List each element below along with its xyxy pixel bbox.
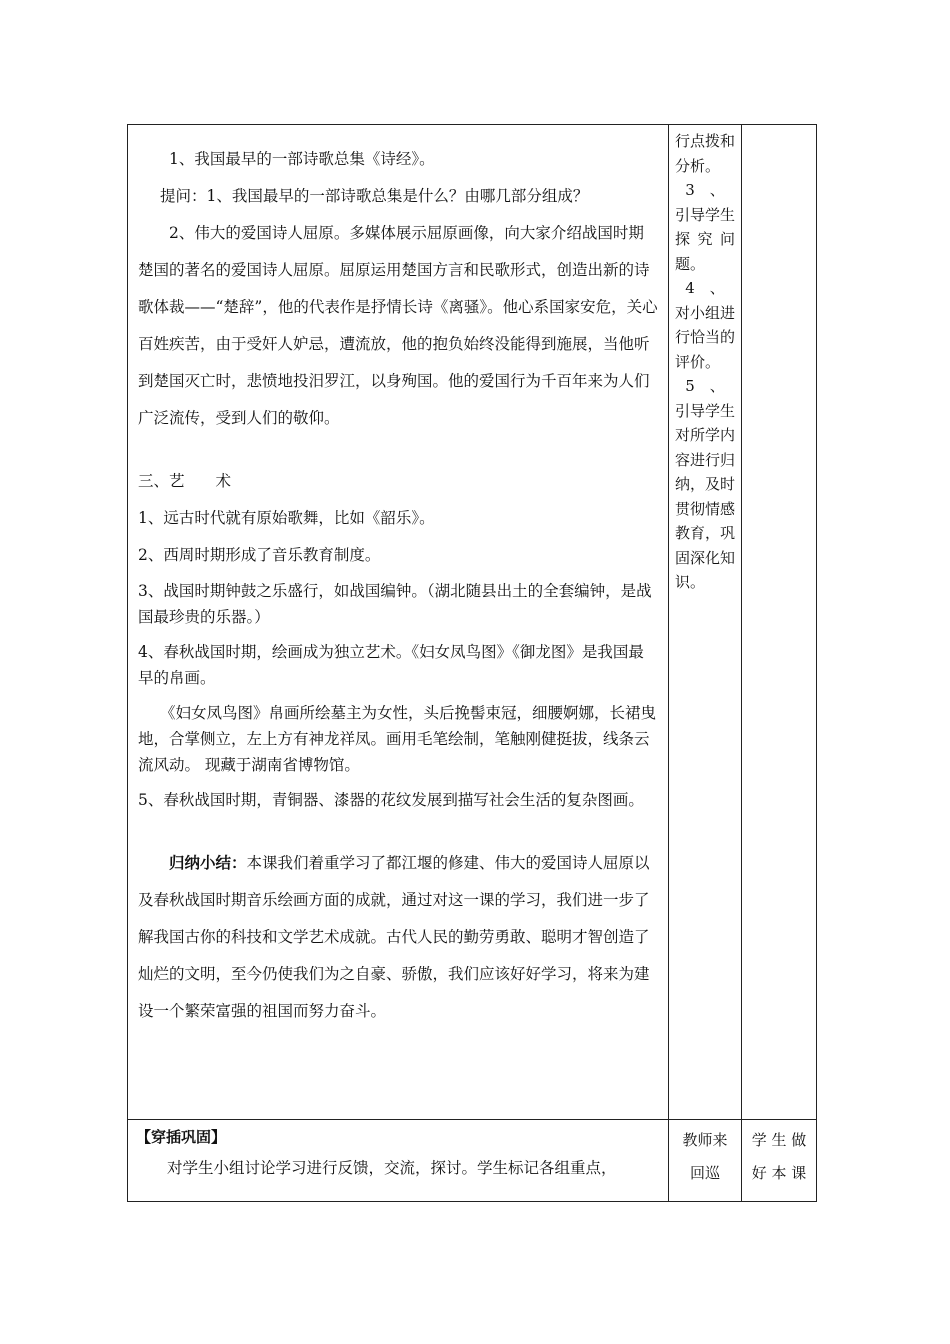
lesson-plan-table [127, 124, 817, 1202]
teacher-step-4-text: 对小组进行恰当的评价。 [675, 303, 736, 371]
art-item-1: 1、远古时代就有原始歌舞，比如《韶乐》。 [138, 509, 435, 527]
teacher-step-5-text: 引导学生对所学内容进行归纳，及时贯彻情感教育，巩固深化知识。 [675, 401, 736, 591]
teacher-step-5-number: 5 、 [685, 377, 725, 395]
consolidation-heading: 【穿插巩固】 [136, 1128, 227, 1146]
art-item-4: 4、春秋战国时期，绘画成为独立艺术。《妇女凤鸟图》《御龙图》是我国最早的帛画。 [138, 643, 644, 687]
section-heading-art: 三、艺 术 [138, 472, 232, 490]
student-task-line-1: 学 生 做 [751, 1131, 807, 1149]
teacher-step-3-text: 引导学生探究问题。 [675, 205, 736, 273]
teacher-patrol-line-1: 教师来 [682, 1131, 728, 1149]
teacher-step-4-number: 4 、 [685, 279, 725, 297]
paragraph-shijing: 1、我国最早的一部诗歌总集《诗经》。 [169, 150, 435, 168]
art-item-3: 3、战国时期钟鼓之乐盛行，如战国编钟。（湖北随县出土的全套编钟，是战国最珍贵的乐器。） [138, 582, 652, 626]
table-row [128, 125, 817, 1120]
consolidation-text: 对学生小组讨论学习进行反馈，交流，探讨。学生标记各组重点， [167, 1159, 617, 1177]
summary-text: 本课我们着重学习了都江堰的修建、伟大的爱国诗人屈原以及春秋战国时期音乐绘画方面的成就，通过对这一课的学习，我们进一步了解我国古你的科技和文学艺术成就。古代人民的勤劳勇敢、聪明才智创造了灿烂的文明，至今仍使我们为之自豪、骄傲，我们应该好好学习，将来为建设一个繁荣富强的祖国而努力奋斗。 [138, 854, 650, 1020]
art-item-2: 2、西周时期形成了音乐教育制度。 [138, 546, 381, 564]
teacher-patrol-line-2: 回巡 [689, 1164, 720, 1182]
consolidation-cell [128, 1120, 669, 1202]
student-activity-cell [742, 125, 817, 1120]
teacher-activity-cell [669, 125, 742, 1120]
table-row [128, 1120, 817, 1202]
teacher-step-3-number: 3 、 [685, 181, 725, 199]
student-task-line-2: 好 本 课 [751, 1164, 807, 1182]
summary-label: 归纳小结： [169, 854, 247, 872]
paragraph-question: 提问：1、我国最早的一部诗歌总集是什么？由哪几部分组成？ [160, 187, 589, 205]
art-item-5: 5、春秋战国时期，青铜器、漆器的花纹发展到描写社会生活的复杂图画。 [138, 791, 644, 809]
teacher-step-2-tail: 行点拨和分析。 [675, 132, 736, 175]
teacher-patrol-cell [669, 1120, 742, 1202]
student-task-cell [742, 1120, 817, 1202]
summary-paragraph [138, 845, 658, 1030]
paragraph-quyuan: 2、伟大的爱国诗人屈原。多媒体展示屈原画像，向大家介绍战国时期楚国的著名的爱国诗人屈原。屈原运用楚国方言和民歌形式，创造出新的诗歌体裁——“楚辞”，他的代表作是抒情长诗《离骚》。他心系国家安危，关心百姓疾苦，由于受奸人妒忌，遭流放，他的抱负始终没能得到施展，当他听到楚国灭亡时，悲愤地投汨罗江，以身殉国。他的爱国行为千百年来为人们广泛流传，受到人们的敬仰。 [138, 224, 658, 427]
teaching-content-cell [128, 125, 669, 1120]
art-item-4-detail: 《妇女凤鸟图》帛画所绘墓主为女性，头后挽髻束冠，细腰婀娜，长裙曳地，合掌侧立，左上方有神龙祥凤。画用毛笔绘制，笔触刚健挺拔，线条云流风动。 现藏于湖南省博物馆。 [138, 704, 657, 774]
